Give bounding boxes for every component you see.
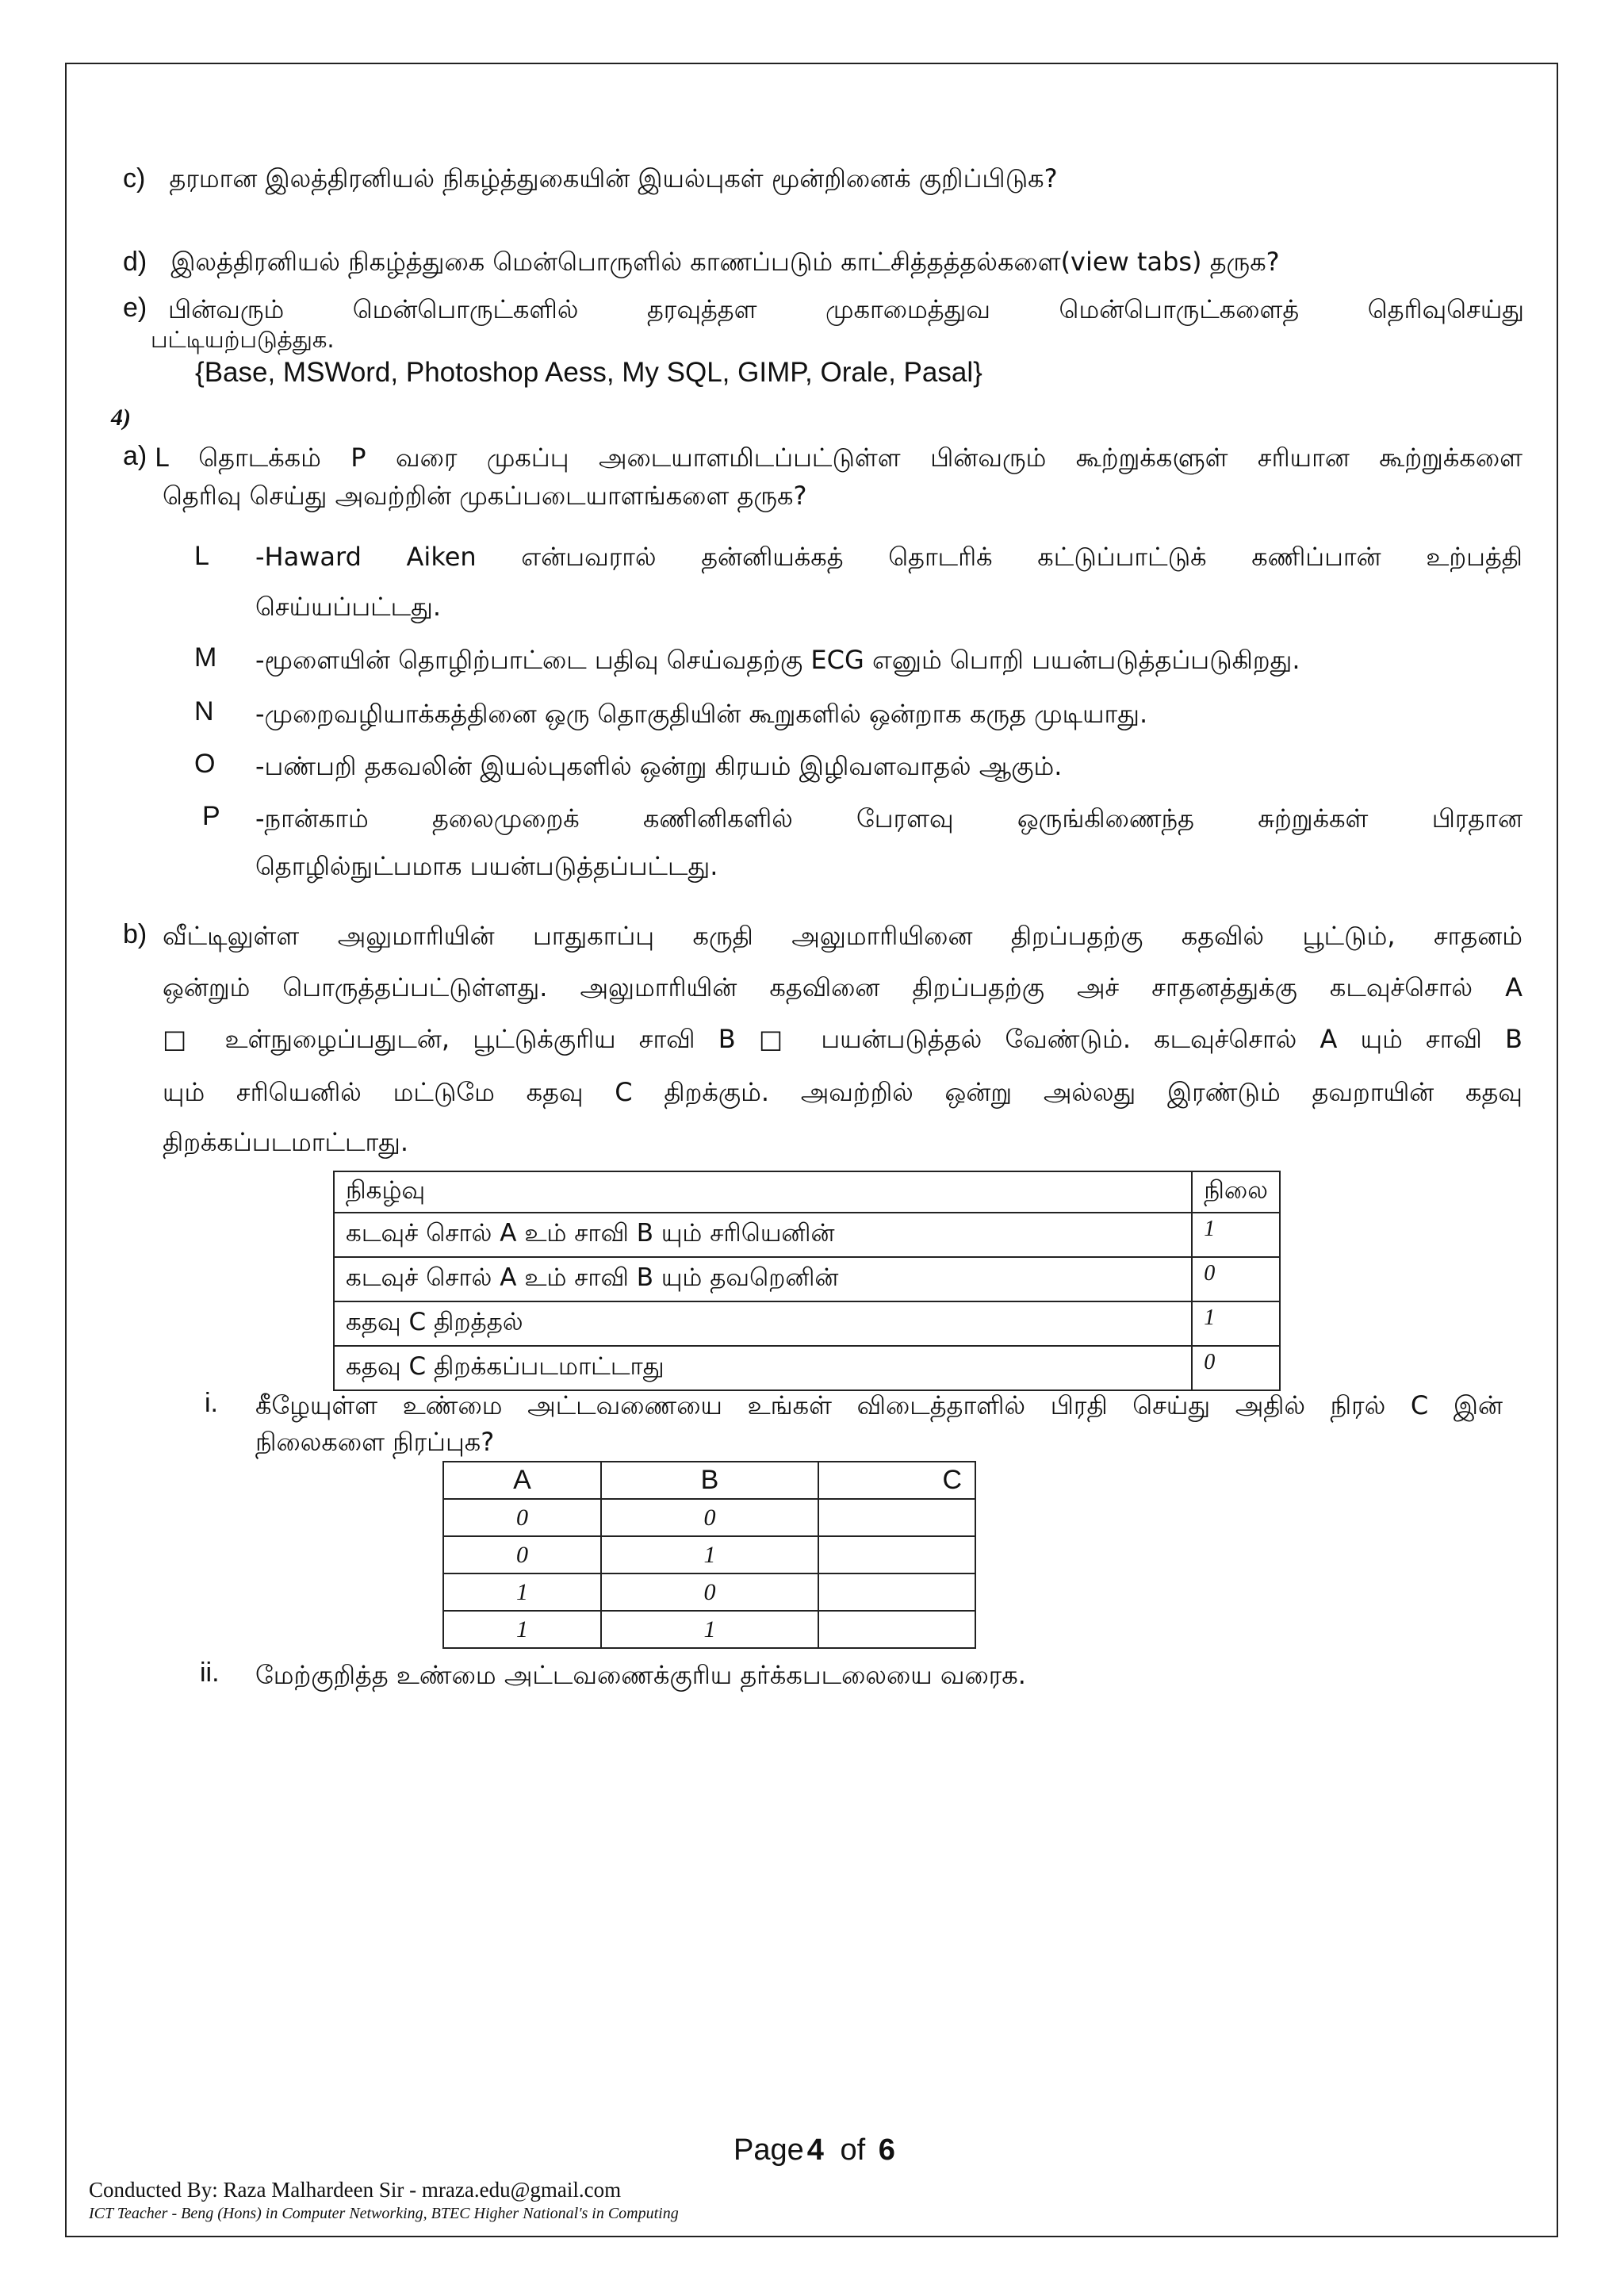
truth-table — [442, 1461, 976, 1649]
q3d — [123, 246, 1280, 278]
truth-cell-a: 1 — [443, 1573, 601, 1611]
page-total: 6 — [878, 2133, 895, 2167]
state-cell: 0 — [1192, 1346, 1280, 1390]
footer-credit: Conducted By: Raza Malhardeen Sir - mraza.edu@gmail.com — [89, 2178, 622, 2202]
table-row — [334, 1346, 1280, 1390]
table-row — [334, 1257, 1280, 1301]
q4b-label-wrap — [123, 918, 147, 950]
truth-cell-b: 1 — [601, 1611, 818, 1648]
statement-L-line2: செய்யப்பட்டது. — [255, 592, 441, 622]
q3e-line1: பின்வரும் மென்பொருட்களில் தரவுத்தள முகாமைத்துவ மென்பொருட்களைத் தெரிவுசெய்து — [168, 294, 1525, 324]
table-row — [443, 1462, 975, 1499]
event-header-state: நிலை — [1192, 1171, 1280, 1213]
statement-key-M: M — [194, 642, 217, 673]
q4a-intro-line2: தெரிவு செய்து அவற்றின் முகப்படையாளங்களை தருக? — [163, 481, 807, 511]
event-header-event: நிகழ்வு — [334, 1171, 1192, 1213]
truth-cell-a: 0 — [443, 1499, 601, 1536]
statement-M-line1: -மூளையின் தொழிற்பாட்டை பதிவு செய்வதற்கு ECG எனும் பொறி பயன்படுத்தப்படுகிறது. — [255, 645, 1300, 675]
statement-L-line1: -Haward Aiken என்பவரால் தன்னியக்கத் தொடரிக் கட்டுப்பாட்டுக் கணிப்பான் உற்பத்தி — [255, 542, 1522, 572]
truth-cell-b: 0 — [601, 1499, 818, 1536]
event-cell: கடவுச் சொல் A உம் சாவி B யும் சரியெனின் — [334, 1213, 1192, 1257]
statement-P-line1: -நான்காம் தலைமுறைக் கணினிகளில் பேரளவு ஒருங்கிணைந்த சுற்றுக்கள் பிரதான — [255, 803, 1522, 834]
event-cell: கதவு C திறத்தல் — [334, 1301, 1192, 1346]
q4b-i-line1: கீழேயுள்ள உண்மை அட்டவணையை உங்கள் விடைத்தாளில் பிரதி செய்து அதில் நிரல் C இன் — [255, 1390, 1503, 1420]
truth-cell-c — [818, 1573, 975, 1611]
event-cell: கடவுச் சொல் A உம் சாவி B யும் தவறெனின் — [334, 1257, 1192, 1301]
table-row — [443, 1611, 975, 1648]
footer-subcredit: ICT Teacher - Beng (Hons) in Computer Networking, BTEC Higher National's in Computing — [89, 2205, 679, 2222]
state-cell: 1 — [1192, 1301, 1280, 1346]
q4b-para-line4: யும் சரியெனில் மட்டுமே கதவு C திறக்கும். அவற்றில் ஒன்று அல்லது இரண்டும் தவறாயின் கதவு — [163, 1077, 1522, 1107]
q4b-i-label: i. — [205, 1388, 218, 1418]
q4b-label: b) — [123, 919, 147, 949]
q4b-para-line5: திறக்கப்படமாட்டாது. — [163, 1127, 409, 1157]
truth-cell-a: 0 — [443, 1536, 601, 1573]
q4a-label: a) — [123, 441, 147, 471]
truth-header-c: C — [818, 1462, 975, 1499]
state-cell: 1 — [1192, 1213, 1280, 1257]
statement-key-L: L — [194, 541, 209, 571]
q3c-text: தரமான இலத்திரனியல் நிகழ்த்துகையின் இயல்புகள் மூன்றினைக் குறிப்பிடுக? — [169, 163, 1058, 194]
q3e-line2: பட்டியற்படுத்துக. — [151, 326, 335, 353]
q4b-ii-label: ii. — [200, 1658, 220, 1688]
page-of: of — [840, 2133, 866, 2167]
truth-cell-c — [818, 1536, 975, 1573]
q4b-para-line2: ஒன்றும் பொருத்தப்பட்டுள்ளது. அலுமாரியின் கதவினை திறப்பதற்கு அச் சாதனத்துக்கு கடவுச்சொல் A — [163, 972, 1522, 1002]
truth-cell-c — [818, 1499, 975, 1536]
q3d-text: இலத்திரனியல் நிகழ்த்துகை மென்பொருளில் காணப்படும் காட்சித்தத்தல்களை(view tabs) தருக? — [170, 247, 1280, 277]
table-row — [443, 1573, 975, 1611]
statement-key-O: O — [194, 749, 216, 779]
q4b-para-line1: வீட்டிலுள்ள அலுமாரியின் பாதுகாப்பு கருதி அலுமாரியினை திறப்பதற்கு கதவில் பூட்டும், சாதனம் — [163, 921, 1522, 951]
table-row — [443, 1536, 975, 1573]
truth-header-a: A — [443, 1462, 601, 1499]
table-row — [334, 1171, 1280, 1213]
truth-header-b: B — [601, 1462, 818, 1499]
truth-cell-b: 0 — [601, 1573, 818, 1611]
q3e-software-list: {Base, MSWord, Photoshop Aess, My SQL, GIMP, Orale, Pasal} — [195, 357, 982, 388]
q3c — [123, 163, 1058, 194]
event-table — [333, 1171, 1281, 1391]
page-word: Page — [733, 2133, 804, 2167]
page-number — [733, 2133, 895, 2168]
table-row — [443, 1499, 975, 1536]
page-current: 4 — [806, 2133, 824, 2167]
state-cell: 0 — [1192, 1257, 1280, 1301]
table-row — [334, 1301, 1280, 1346]
statement-N-line1: -முறைவழியாக்கத்தினை ஒரு தொகுதியின் கூறுகளில் ஒன்றாக கருத முடியாது. — [255, 699, 1148, 729]
q4-number: 4) — [111, 404, 131, 431]
truth-cell-c — [818, 1611, 975, 1648]
q3d-label: d) — [123, 247, 147, 277]
q4a-intro-line1: L தொடக்கம் P வரை முகப்பு அடையாளமிடப்பட்டுள்ள பின்வரும் கூற்றுக்களுள் சரியான கூற்றுக்களை — [155, 443, 1523, 473]
statement-key-N: N — [194, 696, 214, 726]
q4b-i-line2: நிலைகளை நிரப்புக? — [255, 1427, 495, 1457]
q3c-label: c) — [123, 163, 146, 194]
statement-P-line2: தொழில்நுட்பமாக பயன்படுத்தப்பட்டது. — [255, 851, 718, 881]
truth-cell-b: 1 — [601, 1536, 818, 1573]
q3e-label-wrap — [123, 292, 147, 324]
q4b-ii-text: மேற்குறித்த உண்மை அட்டவணைக்குரிய தர்க்கபடலையை வரைக. — [255, 1660, 1026, 1690]
table-row — [334, 1213, 1280, 1257]
q4a-label-wrap — [123, 440, 147, 472]
truth-cell-a: 1 — [443, 1611, 601, 1648]
q3e-label: e) — [123, 293, 147, 323]
statement-O-line1: -பண்பறி தகவலின் இயல்புகளில் ஒன்று கிரயம் இழிவளவாதல் ஆகும். — [255, 751, 1063, 781]
q4b-para-line3: □ உள்நுழைப்பதுடன், பூட்டுக்குரிய சாவி B □ பயன்படுத்தல் வேண்டும். கடவுச்சொல் A யும் சாவி B — [163, 1024, 1522, 1054]
statement-key-P: P — [202, 801, 220, 831]
event-cell: கதவு C திறக்கப்படமாட்டாது — [334, 1346, 1192, 1390]
